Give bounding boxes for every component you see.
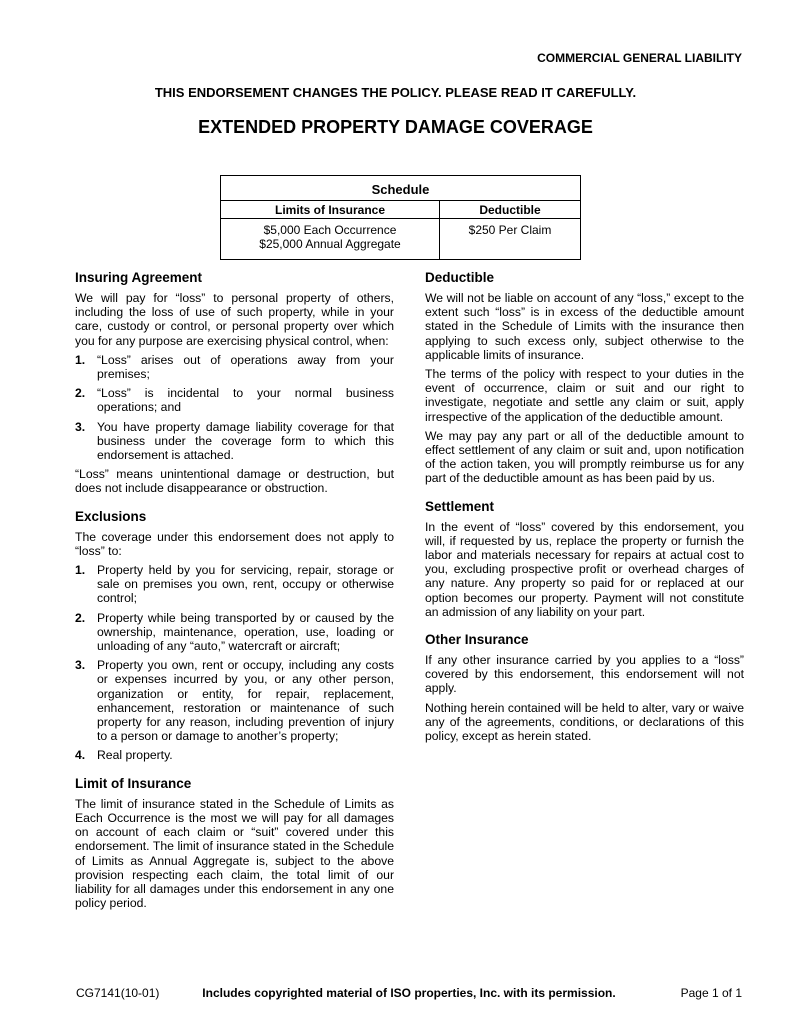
- exclusions-list: [75, 563, 394, 763]
- list-number: 3.: [75, 419, 86, 434]
- list-text: Real property.: [97, 748, 173, 763]
- list-text: Property you own, rent or occupy, including any costs or expenses incurred by you, or any other person, organization or entity, for repair, replacement, enhancement, restoration or maintenance of such property for any reason, including prevention of injury to a person or damage to another’s property;: [97, 658, 394, 744]
- list-text: “Loss” arises out of operations away from your premises;: [97, 352, 394, 382]
- list-item: [75, 748, 394, 762]
- settlement-section: [425, 499, 744, 619]
- limit-of-insurance-section: [75, 776, 394, 911]
- list-item: [75, 658, 394, 743]
- limit-of-insurance-heading: Limit of Insurance: [75, 775, 192, 791]
- other-insurance-paragraph-2: Nothing herein contained will be held to alter, vary or waive any of the agreements, conditions, or declarations of this policy, except as herein stated.: [425, 700, 744, 744]
- settlement-text: In the event of “loss” covered by this endorsement, you will, if requested by us, replace the property or furnish the labor and materials necessary for repairs at actual cost to you, excluding prospective profit or overhead charges of any nature. Any property so paid for or replaced at our option becomes our property. Payment will not constitute an admission of any liability on your part.: [425, 519, 744, 619]
- exclusions-heading: Exclusions: [75, 508, 147, 524]
- deductible-column-header: Deductible: [440, 201, 581, 219]
- deductible-paragraph-1: We will not be liable on account of any “loss,” except to the extent such “loss” is in excess of the deductible amount stated in the Schedule of Limits with the insurance then applying to such excess only, subject otherwise to the applicable limits of insurance.: [425, 291, 744, 362]
- list-text: Property while being transported by or caused by the ownership, maintenance, operation, use, loading or unloading of any “auto,” watercraft or aircraft;: [97, 610, 394, 654]
- limits-cell: [221, 219, 440, 260]
- right-column: [425, 270, 744, 756]
- endorsement-notice: THIS ENDORSEMENT CHANGES THE POLICY. PLEASE READ IT CAREFULLY.: [154, 85, 637, 100]
- list-item: [75, 563, 394, 606]
- exclusions-intro: The coverage under this endorsement does not apply to “loss” to:: [75, 529, 394, 558]
- list-number: 4.: [75, 748, 86, 763]
- limit-of-insurance-text: The limit of insurance stated in the Schedule of Limits as Each Occurrence is the most we will pay for all damages on account of each claim or “suit” covered under this endorsement. The limit of insurance stated in the Schedule of Limits as Annual Aggregate is, subject to the above provision respecting each claim, the total limit of our liability for all damages under this endorsement in any one policy period.: [75, 796, 394, 911]
- loss-definition: “Loss” means unintentional damage or destruction, but does not include disappearance or obstruction.: [75, 467, 394, 496]
- list-item: [75, 611, 394, 654]
- line-of-business-label: COMMERCIAL GENERAL LIABILITY: [537, 51, 742, 65]
- insuring-agreement-heading: Insuring Agreement: [75, 270, 203, 285]
- list-number: 2.: [75, 610, 86, 625]
- insuring-conditions-list: [75, 353, 394, 462]
- list-item: [75, 386, 394, 414]
- left-column: [75, 270, 394, 923]
- list-number: 1.: [75, 563, 86, 578]
- form-code: CG7141(10-01): [76, 986, 160, 1000]
- list-number: 1.: [75, 352, 86, 367]
- limits-annual-aggregate: $25,000 Annual Aggregate: [259, 237, 401, 251]
- schedule-table: [220, 175, 581, 260]
- limits-column-header: Limits of Insurance: [221, 201, 440, 219]
- other-insurance-heading: Other Insurance: [425, 632, 529, 648]
- settlement-heading: Settlement: [425, 498, 495, 514]
- list-number: 3.: [75, 658, 86, 673]
- list-item: [75, 420, 394, 463]
- limits-each-occurrence: $5,000 Each Occurrence: [263, 223, 397, 237]
- deductible-cell: $250 Per Claim: [440, 219, 581, 260]
- deductible-section: [425, 270, 744, 486]
- page-number: Page 1 of 1: [680, 986, 742, 1000]
- list-text: “Loss” is incidental to your normal business operations; and: [97, 386, 394, 415]
- deductible-heading: Deductible: [425, 270, 495, 285]
- list-item: [75, 353, 394, 381]
- exclusions-section: [75, 509, 394, 763]
- list-number: 2.: [75, 386, 86, 401]
- deductible-paragraph-2: The terms of the policy with respect to your duties in the event of occurrence, claim or suit and our right to investigate, negotiate and settle any claim or suit, apply irrespective of the application of the deductible amount.: [425, 367, 744, 424]
- list-text: You have property damage liability coverage for that business under the coverage form to which this endorsement is attached.: [97, 419, 394, 463]
- other-insurance-paragraph-1: If any other insurance carried by you applies to a “loss” covered by this endorsement, this endorsement will not apply.: [425, 653, 744, 696]
- list-text: Property held by you for servicing, repair, storage or sale on premises you own, rent, occupy or otherwise control;: [97, 563, 394, 606]
- insuring-agreement-section: [75, 270, 394, 496]
- copyright-notice: Includes copyrighted material of ISO properties, Inc. with its permission.: [202, 986, 616, 1000]
- insuring-agreement-intro: We will pay for “loss” to personal property of others, including the loss of use of such property, while in your care, custody or control, or personal property over which you for any purpose are exercising physical control, when:: [75, 291, 394, 348]
- page-title: EXTENDED PROPERTY DAMAGE COVERAGE: [198, 117, 593, 137]
- other-insurance-section: [425, 632, 744, 743]
- schedule-title: Schedule: [221, 176, 581, 201]
- deductible-paragraph-3: We may pay any part or all of the deductible amount to effect settlement of any claim or suit and, upon notification of the action taken, you will promptly reimburse us for any part of the deductible amount as has been paid by us.: [425, 428, 744, 486]
